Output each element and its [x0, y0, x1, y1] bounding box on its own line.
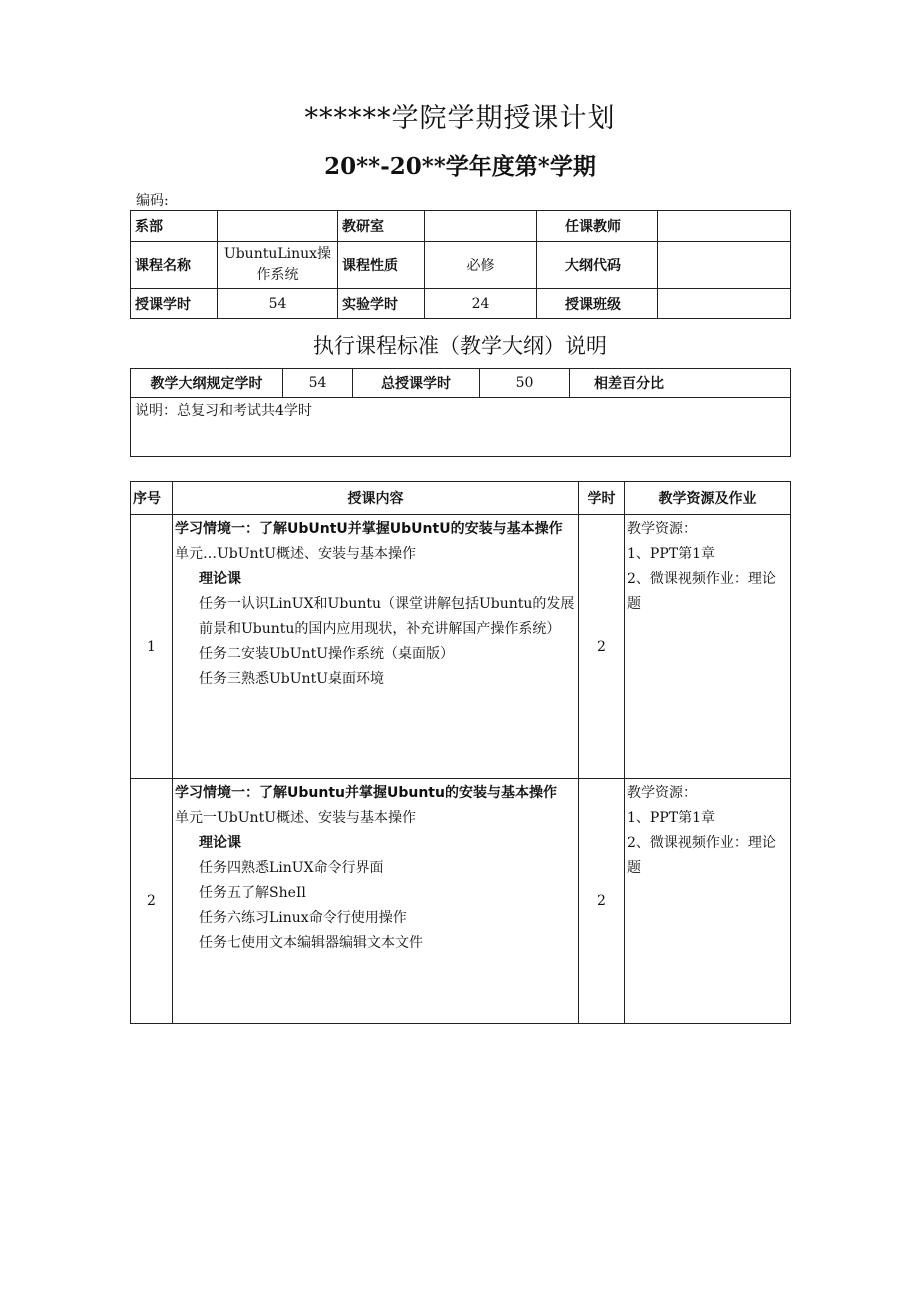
page-title: ******学院学期授课计划	[304, 103, 616, 134]
teacher-value	[658, 211, 791, 242]
hours-value: 54	[218, 289, 338, 319]
course-value: UbuntuLinux操作系统	[218, 242, 338, 289]
lab-label: 实验学时	[338, 289, 425, 319]
nature-label: 课程性质	[338, 242, 425, 289]
course-info-table	[130, 210, 791, 319]
table-row	[131, 515, 791, 779]
dept-value	[218, 211, 338, 242]
standard-table	[130, 368, 791, 457]
scenario-title: 学习情境一：了解UbUntU并掌握UbUntU的安装与基本操作	[175, 521, 563, 537]
class-value	[658, 289, 791, 319]
row-number: 2	[131, 779, 173, 1024]
office-value	[425, 211, 537, 242]
course-type: 理论课	[199, 571, 241, 587]
resource-item: 2、微课视频作业：理论题	[627, 571, 776, 612]
syllabus-value	[658, 242, 791, 289]
header-hours: 学时	[579, 482, 625, 515]
header-resources: 教学资源及作业	[625, 482, 791, 515]
row-hours: 2	[579, 779, 625, 1024]
resource-title: 教学资源：	[627, 785, 697, 801]
row-hours: 2	[579, 515, 625, 779]
teacher-label: 任课教师	[537, 211, 658, 242]
header-content: 授课内容	[173, 482, 579, 515]
syllabus-label: 大纲代码	[537, 242, 658, 289]
office-label: 教研室	[338, 211, 425, 242]
total-hours-value: 50	[480, 369, 570, 398]
nature-value: 必修	[425, 242, 537, 289]
resource-title: 教学资源：	[627, 521, 697, 537]
task-item: 任务五了解SheIl	[199, 885, 306, 901]
course-type: 理论课	[199, 835, 241, 851]
header-no: 序号	[131, 482, 173, 515]
resource-item: 2、微课视频作业：理论题	[627, 835, 776, 876]
term-title: 20**-20**学年度第*学期	[324, 153, 596, 180]
table-row	[131, 779, 791, 1024]
scenario-title: 学习情境一：了解Ubuntu并掌握Ubuntu的安装与基本操作	[175, 785, 557, 801]
hours-label: 授课学时	[131, 289, 218, 319]
total-hours-label: 总授课学时	[353, 369, 480, 398]
outline-hours-label: 教学大纲规定学时	[131, 369, 283, 398]
schedule-table	[130, 481, 791, 1024]
standard-note: 说明：总复习和考试共4学时	[131, 398, 791, 457]
code-label: 编码:	[136, 193, 169, 209]
task-item: 任务四熟悉LinUX命令行界面	[199, 860, 384, 876]
outline-hours-value: 54	[283, 369, 353, 398]
course-label: 课程名称	[131, 242, 218, 289]
standard-heading: 执行课程标准（教学大纲）说明	[313, 334, 607, 358]
diff-label: 相差百分比	[570, 369, 791, 398]
task-item: 任务一认识LinUX和Ubuntu（课堂讲解包括Ubuntu的发展前景和Ubuntu的国内应用现状，补充讲解国产操作系统）	[199, 596, 575, 637]
class-label: 授课班级	[537, 289, 658, 319]
resource-item: 1、PPT第1章	[627, 546, 715, 562]
dept-label: 系部	[131, 211, 218, 242]
row-number: 1	[131, 515, 173, 779]
task-item: 任务六练习Linux命令行使用操作	[199, 910, 407, 926]
resource-item: 1、PPT第1章	[627, 810, 715, 826]
task-item: 任务二安装UbUntU操作系统（桌面版）	[199, 646, 455, 662]
unit-title: 单元一UbUntU概述、安装与基本操作	[175, 810, 417, 826]
lab-value: 24	[425, 289, 537, 319]
task-item: 任务七使用文本编辑器编辑文本文件	[199, 935, 423, 951]
task-item: 任务三熟悉UbUntU桌面环境	[199, 671, 385, 687]
unit-title: 单元…UbUntU概述、安装与基本操作	[175, 546, 417, 562]
